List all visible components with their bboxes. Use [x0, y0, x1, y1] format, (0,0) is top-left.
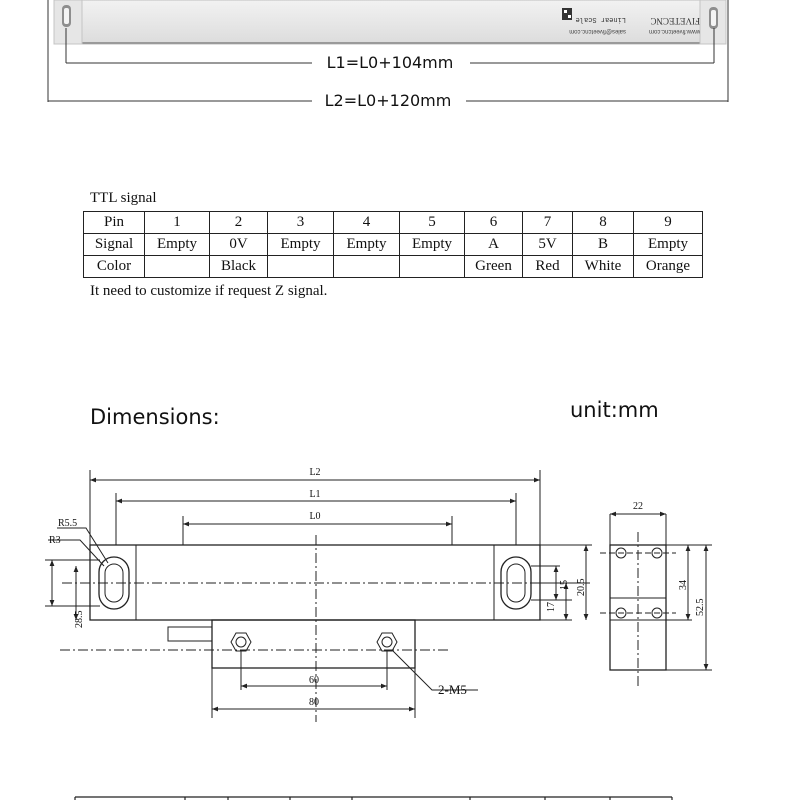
qr-code-icon — [562, 8, 572, 20]
d525-label: 52.5 — [695, 598, 706, 616]
cable-connector — [168, 627, 212, 641]
reader-head — [212, 620, 415, 668]
table-row — [84, 212, 703, 234]
table-cell — [334, 256, 400, 278]
table-cell: 5V — [523, 234, 573, 256]
table-cell: Signal — [84, 234, 145, 256]
table-cell: A — [465, 234, 523, 256]
table-cell: White — [573, 256, 634, 278]
table-cell: 5 — [400, 212, 465, 234]
scale-photo-area — [0, 0, 800, 120]
ttl-signal-table — [83, 211, 703, 278]
scale-site-label: www.fiveetcnc.com — [648, 28, 700, 34]
r3-label: R3 — [49, 535, 61, 546]
d22-label: 22 — [633, 501, 643, 512]
table-cell: 4 — [334, 212, 400, 234]
left-end-cap — [54, 0, 82, 44]
d60-label: 60 — [309, 675, 319, 686]
table-cell: 0V — [210, 234, 268, 256]
table-cell: Empty — [400, 234, 465, 256]
right-end-cap — [700, 0, 726, 44]
table-cell: 8 — [573, 212, 634, 234]
l1-label: L1=L0+104mm — [326, 53, 454, 72]
table-cell: Pin — [84, 212, 145, 234]
table-cell: Color — [84, 256, 145, 278]
l2-dim-label: L2 — [309, 467, 321, 478]
ttl-signal-title: TTL signal — [90, 190, 157, 206]
d34-label: 34 — [678, 580, 689, 590]
partial-table-bottom — [0, 780, 800, 800]
ttl-note: It need to customize if request Z signal. — [90, 283, 328, 299]
d205-label: 20.5 — [576, 578, 587, 596]
scale-brand-label: FIVETECNC — [650, 16, 700, 26]
table-row — [84, 256, 703, 278]
table-cell: 2 — [210, 212, 268, 234]
scale-model-label: Linear Scale — [575, 15, 626, 23]
dimensions-heading: Dimensions: — [90, 405, 220, 429]
table-cell: Empty — [634, 234, 703, 256]
dimension-drawing — [0, 440, 800, 740]
table-cell — [145, 256, 210, 278]
table-cell — [400, 256, 465, 278]
d80-label: 80 — [309, 697, 319, 708]
table-cell: 9 — [634, 212, 703, 234]
table-cell: Empty — [334, 234, 400, 256]
hex-nut-right-icon — [377, 633, 397, 651]
l1-dim-label: L1 — [309, 489, 321, 500]
l2-label: L2=L0+120mm — [324, 91, 452, 110]
d15-label: 15 — [559, 580, 570, 590]
table-cell: B — [573, 234, 634, 256]
table-cell: 6 — [465, 212, 523, 234]
m5-label: 2-M5 — [438, 682, 467, 697]
table-cell: Green — [465, 256, 523, 278]
unit-label: unit:mm — [570, 398, 659, 422]
d285-label: 28.5 — [74, 610, 85, 628]
table-cell: 1 — [145, 212, 210, 234]
table-cell — [268, 256, 334, 278]
table-cell: Empty — [145, 234, 210, 256]
d17-label: 17 — [546, 602, 557, 612]
scale-mail-label: sales@fiveetcnc.com — [569, 28, 626, 34]
table-cell: Red — [523, 256, 573, 278]
table-cell: Orange — [634, 256, 703, 278]
table-cell: 7 — [523, 212, 573, 234]
hex-nut-left-icon — [231, 633, 251, 651]
table-cell: Empty — [268, 234, 334, 256]
l0-dim-label: L0 — [309, 511, 321, 522]
r55-label: R5.5 — [58, 518, 78, 529]
table-row — [84, 234, 703, 256]
table-cell: Black — [210, 256, 268, 278]
table-cell: 3 — [268, 212, 334, 234]
